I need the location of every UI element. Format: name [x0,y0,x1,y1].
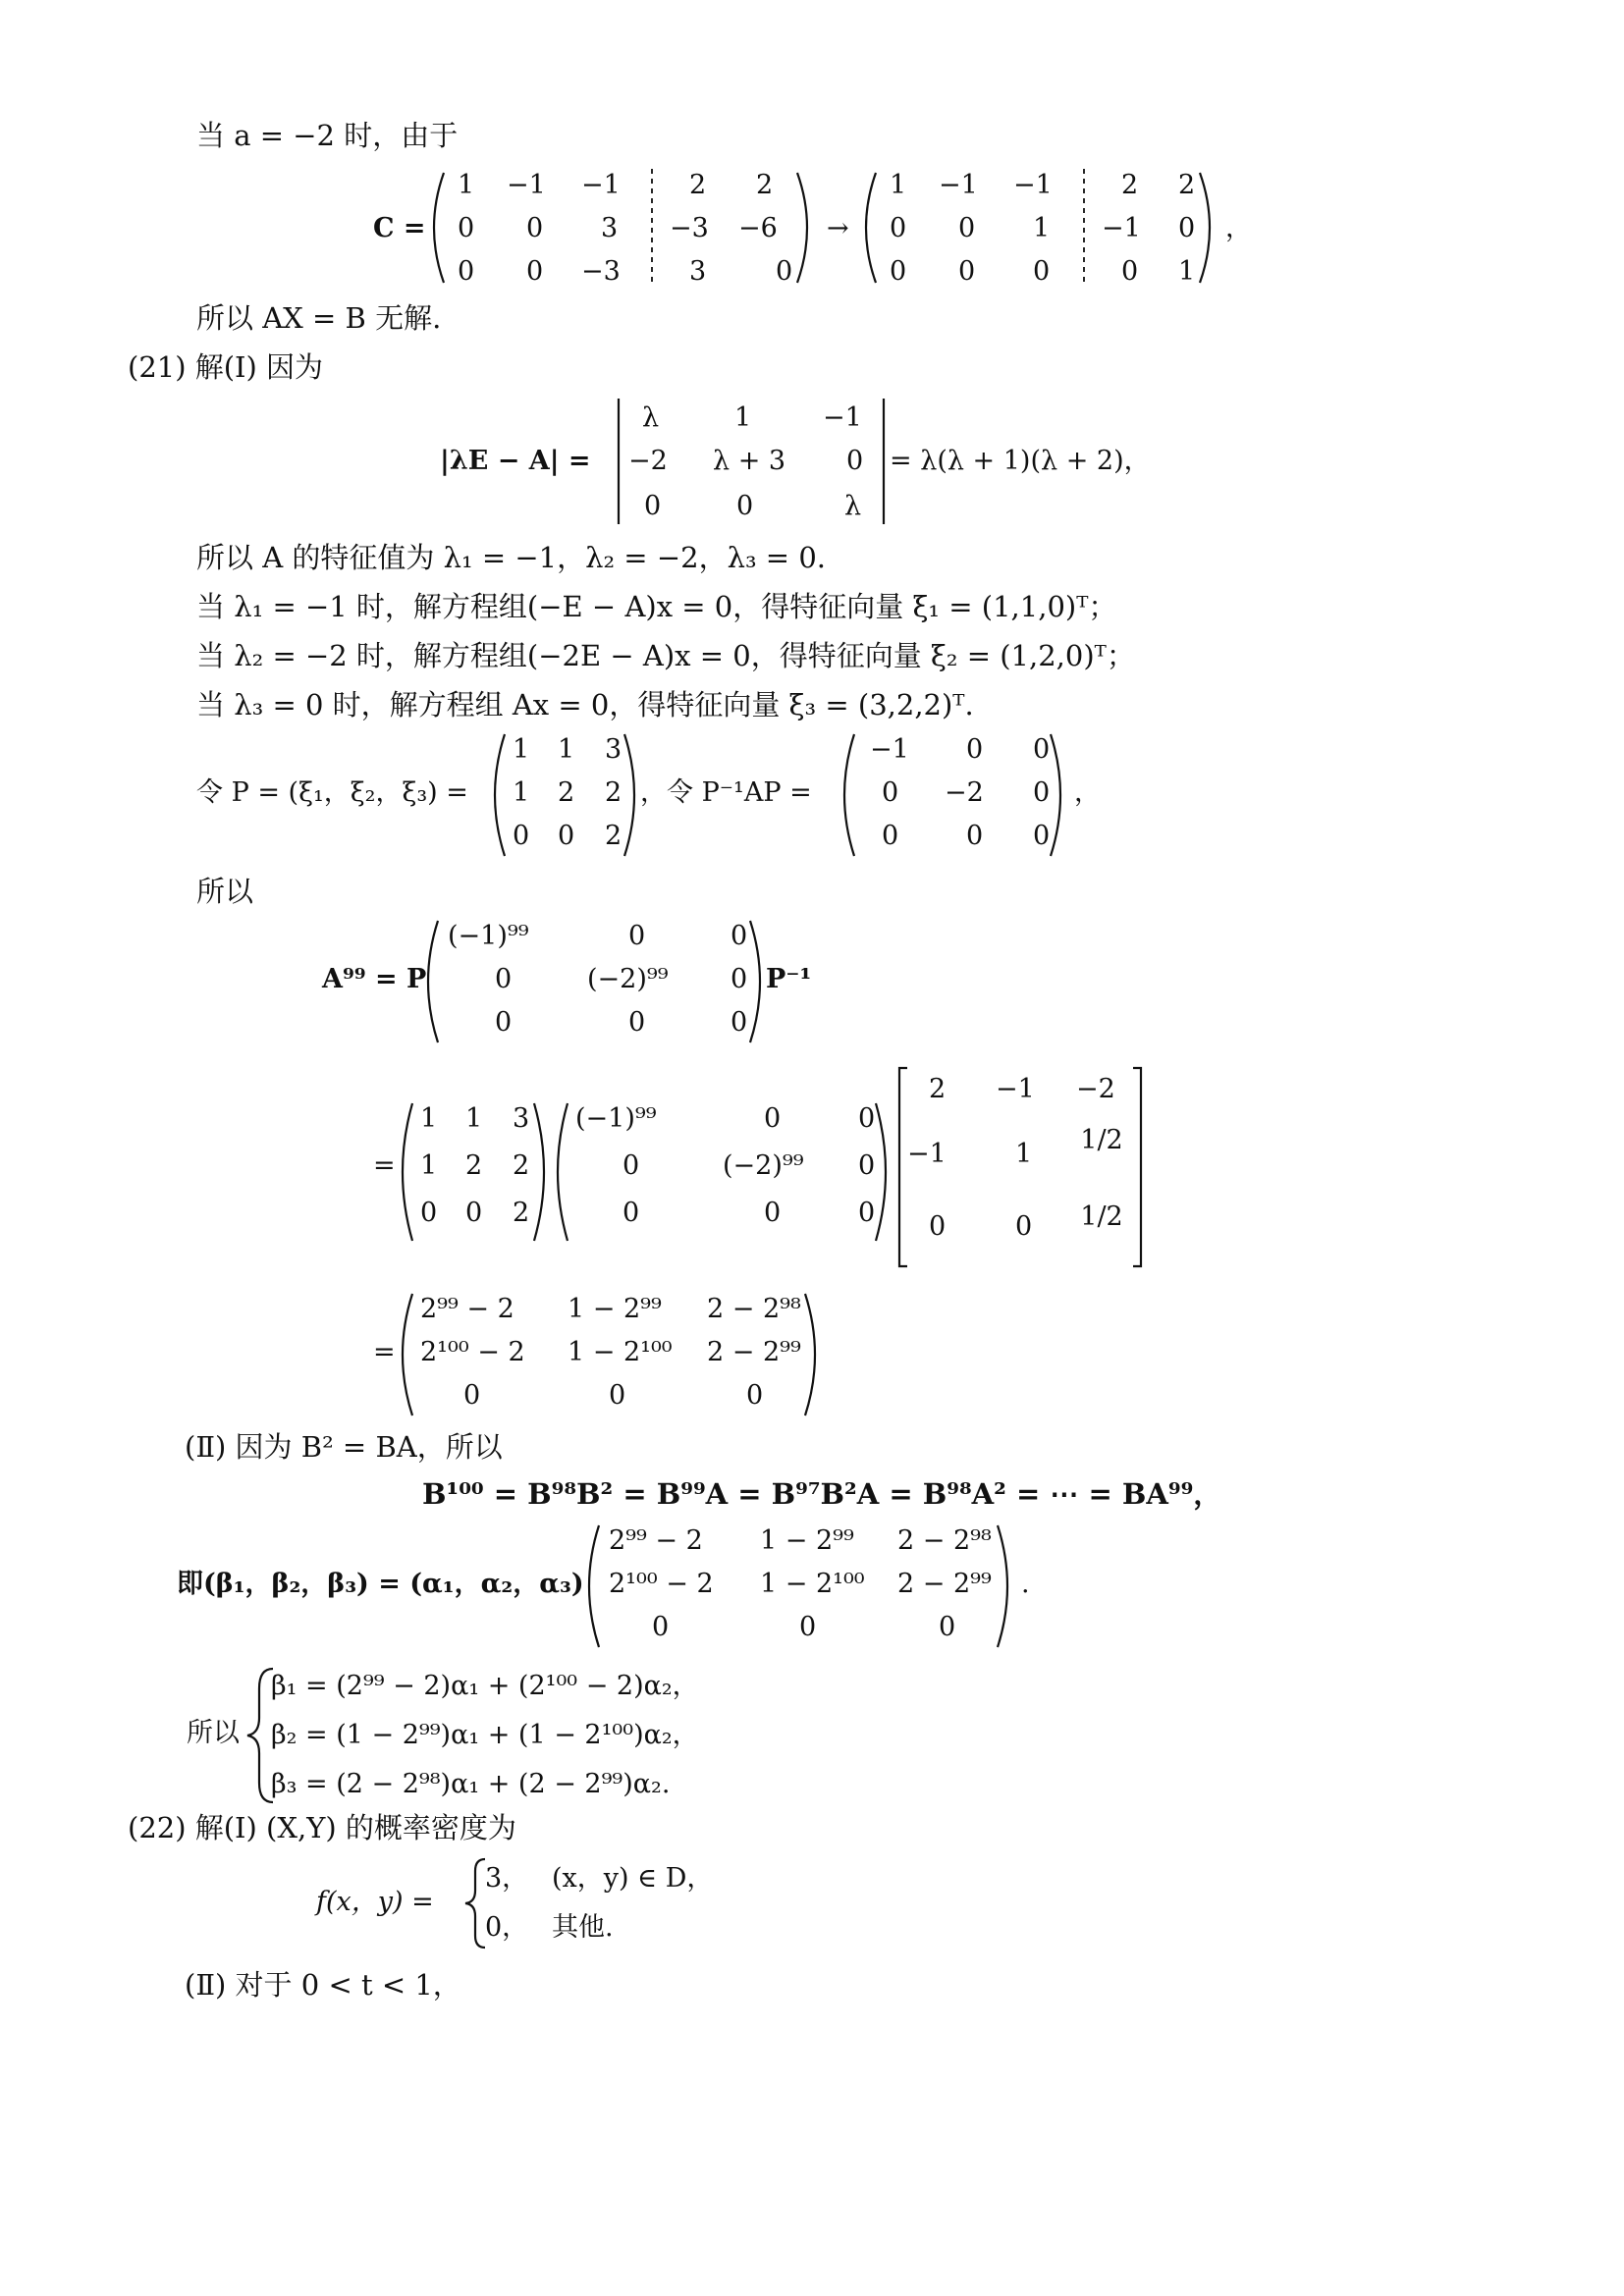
math-term: −1 [996,1074,1035,1104]
math-term: 0 [1033,734,1051,765]
math-term: 1 [558,734,575,765]
math-term: 0 [764,1103,782,1134]
math-term: 2 [558,777,575,808]
math-term: 0 [458,213,475,243]
math-term: 0 [623,1150,640,1181]
math-term: −1 [1102,213,1141,243]
math-term: λ + 3 [713,446,786,476]
math-term: −2 [1076,1074,1115,1104]
math-term: 1 [420,1103,438,1134]
math-term: 1 [890,170,907,200]
math-term: 0 [846,446,864,476]
math-term: 0 [1178,213,1196,243]
math-term: 3 [513,1103,530,1134]
math-term: 0 [1033,821,1051,851]
math-term: −1 [870,734,909,765]
math-term: 3 [601,213,619,243]
math-term: 1 [1015,1139,1033,1169]
math-term: 所以 [187,1718,240,1748]
math-term: (−1)⁹⁹ [575,1103,657,1134]
math-term: −1 [1013,170,1053,200]
math-term: −2 [628,446,668,476]
equation-beta-system [187,1659,874,1806]
math-term: 3， [485,1863,529,1894]
math-term: −1 [823,402,862,433]
equation-c-matrix [373,165,1257,293]
math-term: 1 [1033,213,1051,243]
math-term: 0 [882,821,899,851]
math-term: 0 [558,821,575,851]
math-term: −1 [581,170,621,200]
math-term: 0 [776,256,793,287]
math-term: 0 [513,821,530,851]
math-term: = [373,1150,396,1181]
frac-1-2: 1/2 [1080,1125,1123,1155]
text-line: 当 λ₃ = 0 时，解方程组 Ax = 0，得特征向量 ξ₃ = (3,2,2)ᵀ. [196,688,974,721]
math-term: −1 [907,1139,947,1169]
math-term: 0 [736,491,754,521]
math-term: 0 [731,964,748,994]
math-term: 0 [858,1103,876,1134]
math-term: 2 [605,821,623,851]
math-term: 2⁹⁹ − 2 [420,1294,514,1324]
math-term: 1 [513,777,530,808]
math-term: 0 [929,1211,947,1242]
math-term: 2 [689,170,707,200]
math-term: (−2)⁹⁹ [723,1150,804,1181]
math-term: −3 [581,256,621,287]
math-term: 3 [689,256,707,287]
math-term: 令 P = (ξ₁，ξ₂，ξ₃) = [196,777,468,808]
math-term: 1 − 2⁹⁹ [568,1294,662,1324]
equation-p-matrix [196,726,1100,864]
math-term: 0 [652,1612,670,1642]
math-term: 0 [890,256,907,287]
math-term: 0 [746,1380,764,1411]
math-term: 0 [526,213,544,243]
math-term: λ [844,491,862,521]
math-term: 0 [958,256,976,287]
equation-product [373,1058,1159,1284]
math-term: −6 [738,213,778,243]
math-term: 1 [458,170,475,200]
math-term: 即(β₁，β₂，β₃) = (α₁，α₂，α₃) [177,1569,584,1599]
math-term: 2 [513,1198,530,1228]
math-term: = [373,1337,396,1367]
math-term: 0 [958,213,976,243]
math-term: 0 [1121,256,1139,287]
math-term: f(x，y) = [316,1887,434,1917]
math-term: β₁ = (2⁹⁹ − 2)α₁ + (2¹⁰⁰ − 2)α₂， [271,1671,699,1701]
math-term: |λE − A| = [440,446,591,476]
math-term: 2 [465,1150,483,1181]
math-term: 0 [420,1198,438,1228]
math-term: 1 [1178,256,1196,287]
arrow: → [827,213,849,243]
math-term: 3 [605,734,623,765]
math-term: 0 [623,1198,640,1228]
text-line: 所以 [196,875,254,908]
math-term: 2 − 2⁹⁸ [707,1294,801,1324]
math-term: 1 [734,402,752,433]
math-term: 0 [799,1612,817,1642]
math-term: 2 [756,170,774,200]
math-term: 0 [609,1380,626,1411]
math-term: 1 [420,1150,438,1181]
math-term: 0 [1033,777,1051,808]
section-heading-22: (22) 解(Ⅰ) (X,Y) 的概率密度为 [128,1811,516,1844]
math-term: 0 [458,256,475,287]
math-term: . [1021,1569,1030,1599]
math-term: β₂ = (1 − 2⁹⁹)α₁ + (1 − 2¹⁰⁰)α₂， [271,1720,699,1750]
math-term: 0 [731,1007,748,1038]
math-term: 0 [764,1198,782,1228]
equation-b100: B¹⁰⁰ = B⁹⁸B² = B⁹⁹A = B⁹⁷B²A = B⁹⁸A² = ⋯ = BA⁹⁹， [422,1477,1222,1511]
math-term: 0 [628,1007,646,1038]
math-term: 0 [858,1150,876,1181]
math-term: 0 [731,921,748,951]
math-term: −3 [670,213,709,243]
math-term: ， [1225,213,1252,243]
math-term: (x，y) ∈ D， [552,1863,714,1894]
math-term: 2 [605,777,623,808]
math-term: β₃ = (2 − 2⁹⁸)α₁ + (2 − 2⁹⁹)α₂. [271,1769,671,1799]
math-term: 0 [858,1198,876,1228]
math-term: λ [642,402,660,433]
math-term: −2 [945,777,984,808]
math-term: 1 − 2⁹⁹ [760,1525,854,1556]
math-term: 0 [966,821,984,851]
eq-c-lhs: C = [373,213,426,243]
math-term: 2 [929,1074,947,1104]
math-term: 0 [628,921,646,951]
equation-determinant [440,393,1206,530]
math-term: (−2)⁹⁹ [587,964,669,994]
math-term: 2 [513,1150,530,1181]
math-term: ， [1074,777,1101,808]
math-term: 0 [526,256,544,287]
math-term: −1 [507,170,546,200]
math-term: 1 − 2¹⁰⁰ [760,1569,865,1599]
text-line: 当 a = −2 时，由于 [196,119,459,152]
math-term: 0 [966,734,984,765]
section-heading-21: (21) 解(Ⅰ) 因为 [128,350,324,384]
text-line: 所以 A 的特征值为 λ₁ = −1，λ₂ = −2，λ₃ = 0. [196,541,826,574]
math-term: (−1)⁹⁹ [448,921,529,951]
math-term: 2 − 2⁹⁹ [707,1337,801,1367]
math-term: 0 [1033,256,1051,287]
text-line: 当 λ₁ = −1 时，解方程组(−E − A)x = 0，得特征向量 ξ₁ = (1,1,0)ᵀ； [196,590,1117,623]
math-term: 0 [495,964,513,994]
math-term: 0 [1015,1211,1033,1242]
equation-result [373,1286,844,1423]
text-line: 当 λ₂ = −2 时，解方程组(−2E − A)x = 0，得特征向量 ξ₂ = (1,2,0)ᵀ； [196,639,1135,672]
math-term: 0 [882,777,899,808]
math-term: 2 [1178,170,1196,200]
math-term: 0， [485,1912,529,1943]
text-line: (Ⅱ) 对于 0 < t < 1， [185,1968,461,2002]
equation-a99 [322,913,833,1050]
frac-1-2: 1/2 [1080,1201,1123,1232]
math-term: 0 [890,213,907,243]
math-term: 2 − 2⁹⁹ [897,1569,992,1599]
math-term: 1 − 2¹⁰⁰ [568,1337,673,1367]
math-term: 0 [465,1198,483,1228]
math-term: 0 [495,1007,513,1038]
math-term: 0 [463,1380,481,1411]
text-line: (Ⅱ) 因为 B² = BA，所以 [185,1430,503,1464]
math-term: 2¹⁰⁰ − 2 [420,1337,525,1367]
math-term: −1 [939,170,978,200]
equation-density [316,1853,768,1951]
math-term: 0 [939,1612,956,1642]
math-term: 1 [513,734,530,765]
math-term: A⁹⁹ = P [322,964,427,994]
math-term: = λ(λ + 1)(λ + 2)， [890,446,1151,476]
text-line: 所以 AX = B 无解. [196,301,442,335]
math-term: 2 [1121,170,1139,200]
math-term: 其他. [552,1912,614,1943]
math-term: ，令 P⁻¹AP = [640,777,812,808]
math-term: 1 [465,1103,483,1134]
math-term: 2⁹⁹ − 2 [609,1525,703,1556]
math-term: 2¹⁰⁰ − 2 [609,1569,714,1599]
equation-beta [177,1518,1041,1655]
math-term: P⁻¹ [766,964,812,994]
math-term: 0 [644,491,662,521]
math-term: 2 − 2⁹⁸ [897,1525,992,1556]
